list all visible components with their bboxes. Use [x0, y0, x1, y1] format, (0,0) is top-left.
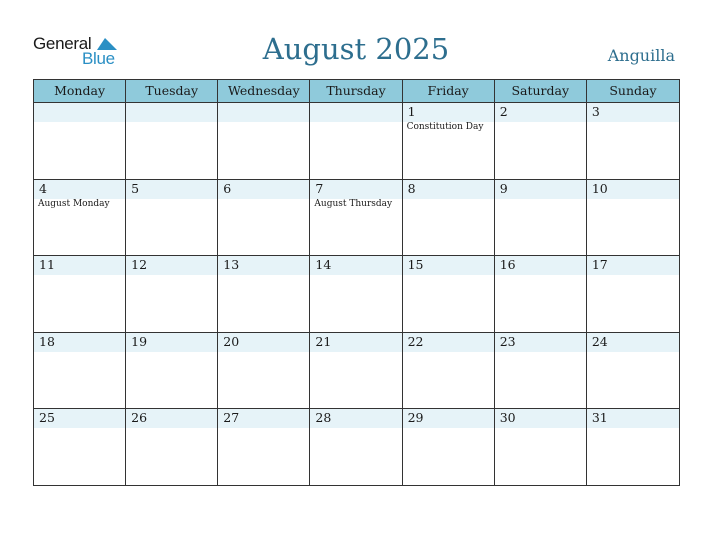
day-number: 21 [315, 333, 332, 349]
day-cell-band [126, 180, 217, 199]
day-cell-29 [403, 409, 495, 486]
logo-text-blue: Blue [82, 49, 115, 68]
day-number: 2 [499, 104, 508, 119]
day-cell-18 [34, 333, 126, 410]
empty-day-cell [126, 103, 218, 180]
day-number: 10 [591, 180, 608, 196]
day-number: 24 [591, 333, 608, 349]
day-cell-19 [126, 333, 218, 410]
day-cell-band [310, 180, 401, 199]
day-cell-5 [126, 180, 218, 257]
day-number: 5 [131, 180, 140, 196]
day-cell-band [218, 180, 309, 199]
day-number: 3 [591, 104, 600, 119]
day-number: 14 [315, 257, 332, 273]
empty-day-cell [218, 103, 310, 180]
holiday-label: Constitution Day [406, 122, 484, 132]
day-number: 9 [499, 180, 508, 196]
day-number: 20 [223, 333, 240, 349]
day-number: 12 [131, 257, 148, 273]
day-cell-band [403, 103, 494, 122]
day-number: 25 [39, 410, 55, 426]
day-cell-24 [587, 333, 679, 410]
day-cell-6 [218, 180, 310, 257]
calendar-table [33, 79, 680, 486]
weekday-header-monday: Monday [34, 80, 126, 102]
day-cell-25 [34, 409, 126, 486]
weekday-header-row [34, 80, 679, 103]
day-cell-15 [403, 256, 495, 333]
day-cell-9 [495, 180, 587, 257]
day-number: 26 [131, 410, 148, 426]
day-cell-band [218, 103, 309, 122]
weekday-header-thursday: Thursday [310, 80, 402, 102]
day-cell-band [310, 103, 401, 122]
region-label: Anguilla [607, 46, 675, 65]
day-cell-17 [587, 256, 679, 333]
calendar-grid [34, 103, 679, 486]
day-number: 27 [223, 410, 240, 426]
day-number: 6 [223, 180, 232, 196]
day-cell-10 [587, 180, 679, 257]
day-number: 29 [407, 410, 424, 426]
day-cell-band [34, 103, 125, 122]
day-cell-11 [34, 256, 126, 333]
day-cell-band [126, 103, 217, 122]
day-cell-1 [403, 103, 495, 180]
day-cell-3 [587, 103, 679, 180]
day-cell-12 [126, 256, 218, 333]
day-number: 16 [499, 257, 516, 273]
day-number: 30 [499, 410, 516, 426]
weekday-header-sunday: Sunday [609, 83, 657, 98]
day-cell-8 [403, 180, 495, 257]
day-cell-7 [310, 180, 402, 257]
day-cell-band [495, 103, 586, 122]
day-cell-13 [218, 256, 310, 333]
day-number: 15 [407, 257, 424, 273]
day-number: 19 [131, 333, 148, 349]
day-cell-26 [126, 409, 218, 486]
day-cell-band [34, 180, 125, 199]
day-number: 4 [39, 180, 47, 196]
day-cell-band [587, 103, 679, 122]
empty-day-cell [310, 103, 402, 180]
day-number: 28 [315, 410, 332, 426]
day-number: 17 [591, 257, 608, 273]
day-cell-21 [310, 333, 402, 410]
weekday-header-saturday: Saturday [495, 80, 587, 102]
weekday-header-friday: Friday [403, 80, 495, 102]
day-number: 23 [499, 333, 516, 349]
day-cell-31 [587, 409, 679, 486]
day-cell-14 [310, 256, 402, 333]
day-cell-16 [495, 256, 587, 333]
holiday-label: August Thursday [314, 198, 393, 209]
day-number: 7 [315, 180, 324, 196]
day-number: 11 [39, 257, 55, 273]
day-cell-band [403, 180, 494, 199]
holiday-label: August Monday [38, 198, 110, 209]
day-cell-4 [34, 180, 126, 257]
day-number: 18 [39, 333, 55, 349]
day-cell-20 [218, 333, 310, 410]
day-number: 31 [591, 410, 608, 426]
weekday-header-tuesday: Tuesday [126, 80, 218, 102]
day-cell-27 [218, 409, 310, 486]
day-cell-22 [403, 333, 495, 410]
day-cell-30 [495, 409, 587, 486]
day-number: 1 [407, 104, 416, 119]
page-title: August 2025 [262, 32, 450, 66]
day-cell-23 [495, 333, 587, 410]
day-cell-2 [495, 103, 587, 180]
day-cell-band [495, 180, 586, 199]
weekday-header-wednesday: Wednesday [218, 80, 310, 102]
logo-text-general: General [33, 34, 92, 53]
day-number: 8 [407, 180, 416, 196]
day-number: 22 [407, 333, 424, 349]
day-number: 13 [223, 257, 240, 273]
empty-day-cell [34, 103, 126, 180]
day-cell-28 [310, 409, 402, 486]
